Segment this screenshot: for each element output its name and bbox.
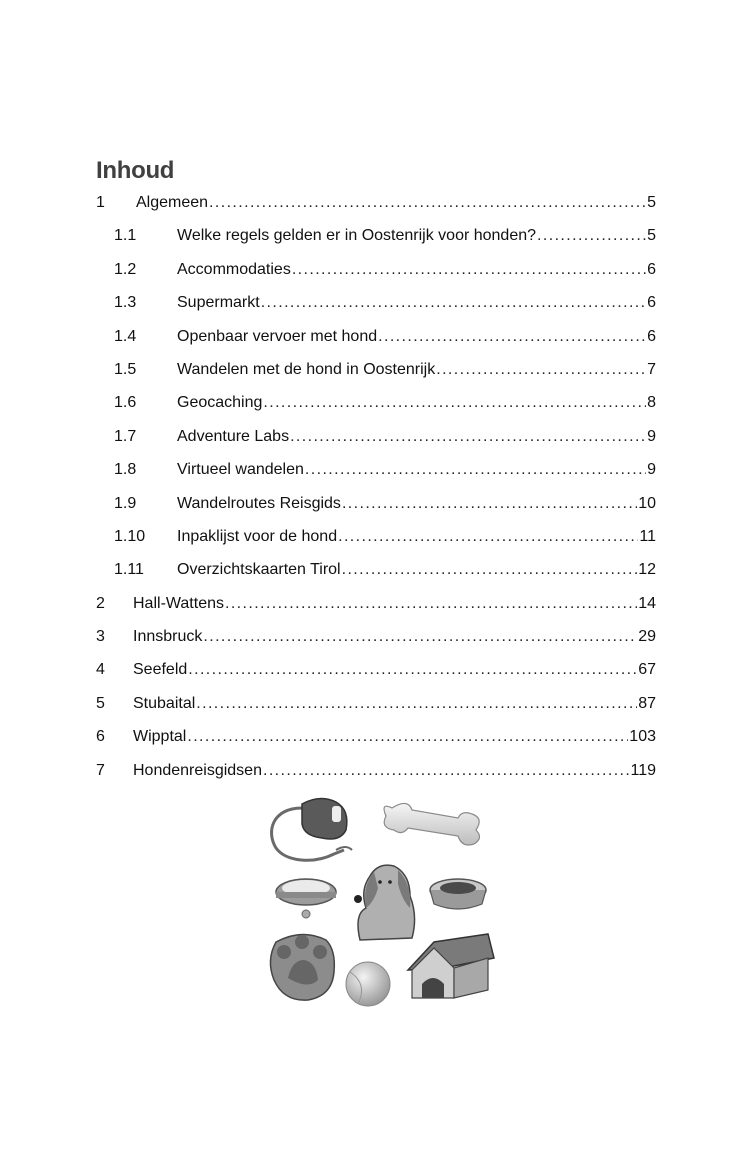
toc-entry-title[interactable]: Overzichtskaarten Tirol [177, 561, 341, 579]
toc-entry[interactable] [96, 559, 656, 592]
table-of-contents [96, 192, 656, 793]
toc-entry-number: 1.2 [114, 260, 137, 278]
toc-entry-number: 1.3 [114, 294, 137, 312]
toc-entry-number: 2 [96, 594, 105, 612]
dog-items-illustration [262, 792, 498, 1018]
toc-entry-title[interactable]: Hondenreisgidsen [133, 761, 262, 779]
toc-entry-number: 5 [96, 694, 105, 712]
toc-entry[interactable] [96, 626, 656, 659]
toc-entry[interactable] [96, 225, 656, 258]
toc-dot-leader [436, 359, 646, 381]
toc-entry[interactable] [96, 259, 656, 292]
toc-entry[interactable] [96, 359, 656, 392]
toc-entry-page: 5 [647, 194, 656, 211]
ball-icon [346, 962, 390, 1006]
toc-entry-title[interactable]: Openbaar vervoer met hond [177, 327, 378, 345]
toc-dot-leader [305, 459, 646, 481]
toc-entry-number: 7 [96, 761, 105, 779]
toc-entry-title[interactable]: Accommodaties [177, 260, 291, 278]
toc-entry[interactable] [96, 593, 656, 626]
dog-house-icon [408, 934, 494, 998]
toc-entry-number: 3 [96, 628, 105, 646]
toc-entry-page: 29 [638, 628, 656, 646]
toc-entry-page: 67 [638, 661, 656, 679]
toc-entry-number: 1.4 [114, 327, 137, 345]
toc-entry-title[interactable]: Wandelroutes Reisgids [177, 494, 341, 512]
toc-entry-number: 4 [96, 661, 105, 679]
toc-entry[interactable] [96, 493, 656, 526]
toc-dot-leader [292, 259, 646, 281]
toc-entry-number: 1.8 [114, 461, 137, 479]
toc-entry-title[interactable]: Wipptal [133, 728, 187, 746]
toc-entry-page: 10 [638, 494, 656, 512]
toc-dot-leader [196, 693, 637, 715]
toc-dot-leader [188, 659, 637, 681]
toc-entry-page: 12 [638, 561, 656, 579]
toc-dot-leader [338, 526, 638, 548]
toc-entry[interactable] [96, 659, 656, 692]
toc-entry[interactable] [96, 192, 656, 225]
toc-entry[interactable] [96, 760, 656, 793]
toc-dot-leader [342, 559, 638, 581]
toc-entry-title[interactable]: Virtueel wandelen [177, 461, 304, 479]
toc-entry-page: 87 [638, 694, 656, 712]
toc-entry-number: 1.6 [114, 394, 137, 412]
toc-entry-number: 1.11 [114, 561, 144, 579]
toc-entry-number: 1 [96, 194, 105, 211]
toc-dot-leader [225, 593, 637, 615]
toc-entry[interactable] [96, 693, 656, 726]
toc-dot-leader [342, 493, 637, 515]
dog-icon [354, 865, 415, 940]
toc-entry-title[interactable]: Geocaching [177, 394, 263, 412]
toc-entry-title[interactable]: Seefeld [133, 661, 188, 679]
toc-dot-leader [203, 626, 637, 648]
bone-icon [384, 803, 480, 845]
toc-entry[interactable] [96, 526, 656, 559]
toc-entry-number: 1.10 [114, 527, 146, 545]
toc-entry-title[interactable]: Algemeen [136, 194, 209, 211]
toc-entry-number: 6 [96, 728, 105, 746]
toc-entry-page: 11 [639, 527, 656, 545]
toc-heading: Inhoud [96, 157, 175, 184]
toc-entry-page: 119 [630, 761, 656, 779]
toc-entry-page: 6 [647, 327, 656, 345]
toc-dot-leader [378, 326, 646, 348]
toc-entry-page: 7 [647, 360, 656, 378]
toc-entry-number: 1.9 [114, 494, 137, 512]
toc-entry-number: 1.7 [114, 427, 137, 445]
toc-entry-title[interactable]: Hall-Wattens [133, 594, 224, 612]
toc-entry-title[interactable]: Wandelen met de hond in Oostenrijk [177, 360, 436, 378]
toc-entry-title[interactable]: Welke regels gelden er in Oostenrijk voor honden? [177, 227, 537, 245]
toc-entry-number: 1.1 [114, 227, 137, 245]
toc-dot-leader [263, 760, 630, 782]
toc-entry-number: 1.5 [114, 360, 137, 378]
toc-dot-leader [263, 392, 646, 414]
toc-entry[interactable] [96, 292, 656, 325]
toc-entry-title[interactable]: Inpaklijst voor de hond [177, 527, 338, 545]
food-bowl-icon [430, 879, 486, 909]
collar-icon [276, 879, 336, 918]
toc-entry-page: 103 [629, 728, 656, 746]
toc-dot-leader [537, 225, 646, 247]
toc-entry[interactable] [96, 426, 656, 459]
toc-entry[interactable] [96, 459, 656, 492]
paw-print-icon [270, 934, 334, 1000]
toc-entry-page: 9 [647, 427, 656, 445]
toc-entry-title[interactable]: Adventure Labs [177, 427, 290, 445]
toc-dot-leader [209, 192, 646, 214]
toc-entry-page: 6 [647, 294, 656, 312]
toc-dot-leader [187, 726, 628, 748]
toc-entry[interactable] [96, 326, 656, 359]
leash-icon [272, 798, 352, 860]
toc-entry-page: 14 [638, 594, 656, 612]
toc-entry[interactable] [96, 726, 656, 759]
toc-entry-title[interactable]: Innsbruck [133, 628, 203, 646]
toc-dot-leader [261, 292, 646, 314]
toc-entry-title[interactable]: Supermarkt [177, 294, 260, 312]
toc-entry[interactable] [96, 392, 656, 425]
toc-entry-page: 9 [647, 461, 656, 479]
toc-entry-page: 5 [647, 227, 656, 245]
toc-dot-leader [290, 426, 646, 448]
toc-entry-title[interactable]: Stubaital [133, 694, 196, 712]
toc-entry-page: 8 [647, 394, 656, 412]
toc-entry-page: 6 [647, 260, 656, 278]
